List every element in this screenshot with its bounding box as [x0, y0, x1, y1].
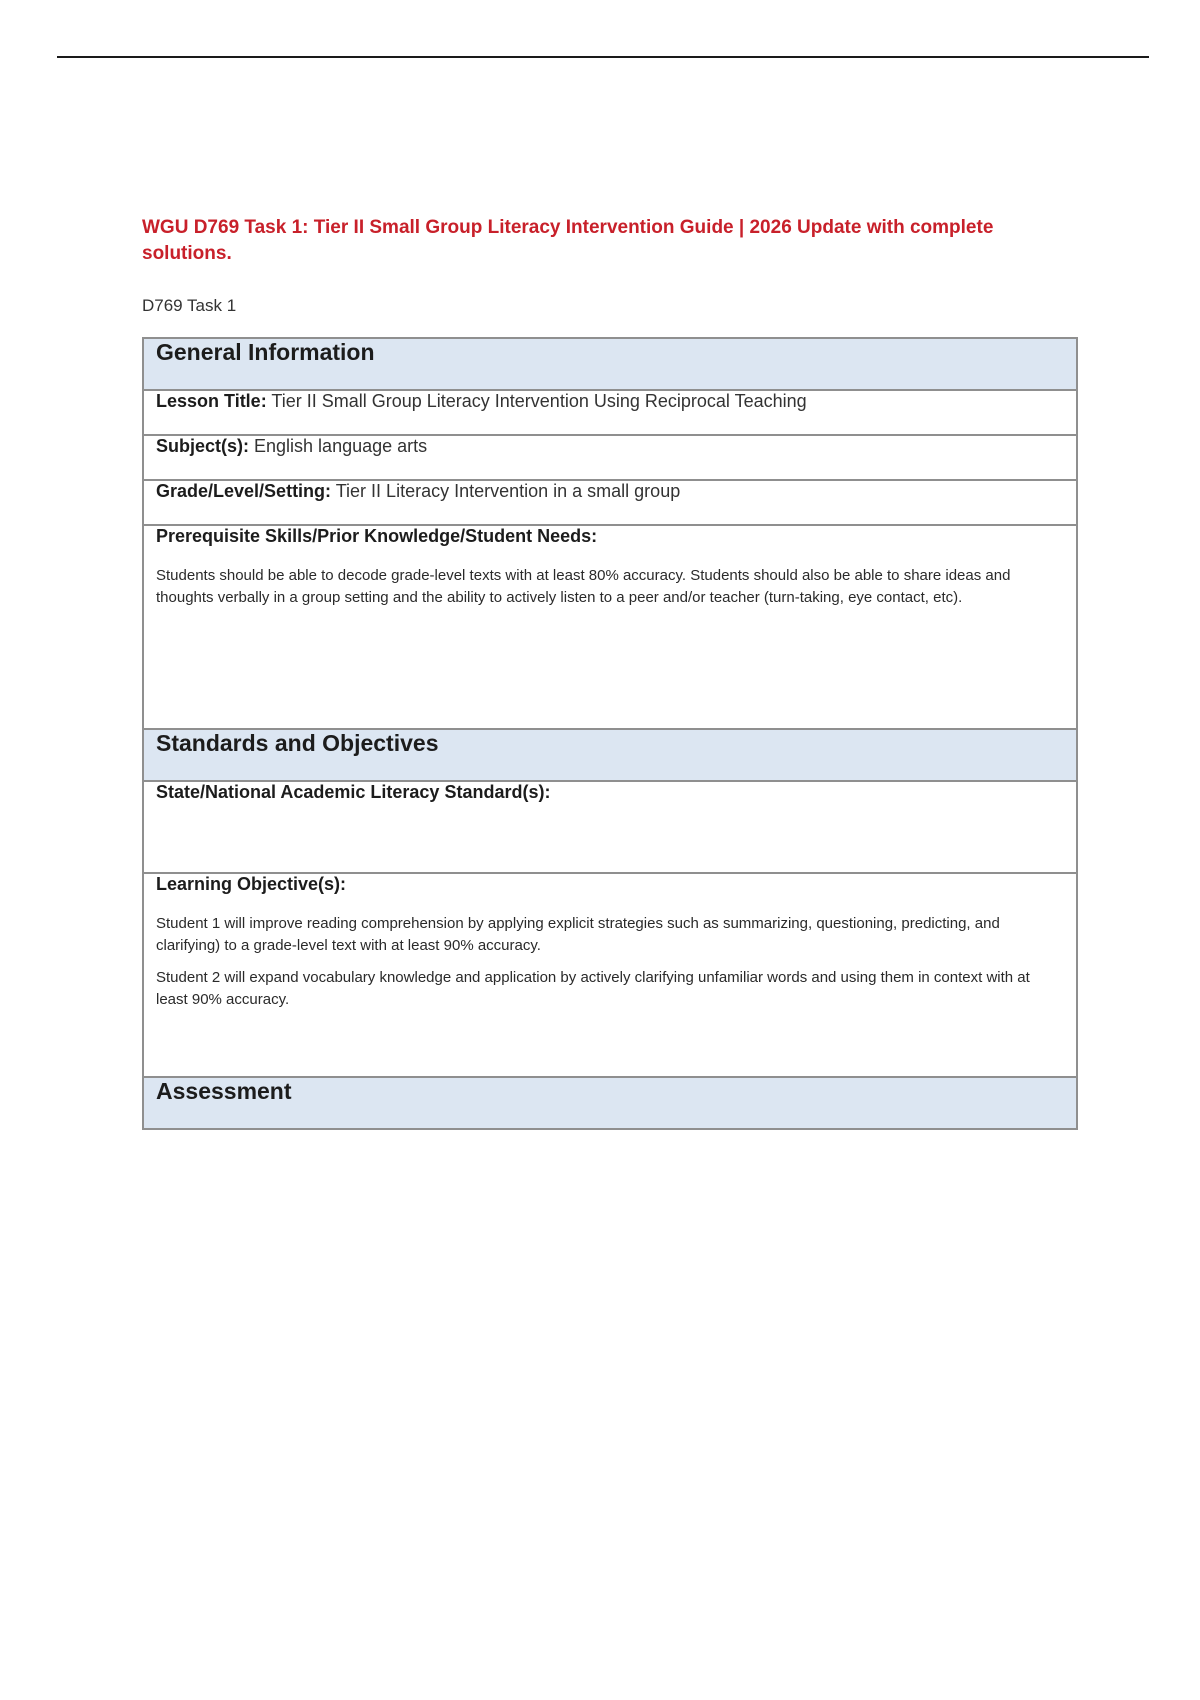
general-information-heading: General Information: [143, 338, 1077, 390]
standards-label: State/National Academic Literacy Standard(s):: [156, 782, 551, 802]
grade-level-setting-label: Grade/Level/Setting:: [156, 481, 332, 501]
lesson-plan-table: [142, 337, 1078, 1130]
assessment-header: [143, 1077, 1077, 1129]
objective-1-text: Student 1 will improve reading comprehension by applying explicit strategies such as summarizing, questioning, predicting, and clarifying) to a grade-level text with at least 90% accuracy.: [156, 915, 1000, 954]
objectives-label: Learning Objective(s):: [156, 874, 347, 894]
subjects-row: [143, 435, 1077, 480]
header-rule: [57, 56, 1149, 58]
standards-objectives-header: [143, 729, 1077, 781]
general-information-header: [143, 338, 1077, 390]
grade-level-setting-row: [143, 480, 1077, 525]
lesson-title-label: Lesson Title:: [156, 391, 267, 411]
assessment-heading: Assessment: [143, 1077, 1077, 1129]
standards-objectives-heading: Standards and Objectives: [143, 729, 1077, 781]
lesson-title-row: [143, 390, 1077, 435]
subjects-value: English language arts: [249, 436, 428, 456]
grade-level-setting-value: Tier II Literacy Intervention in a small group: [331, 481, 681, 501]
prerequisite-label: Prerequisite Skills/Prior Knowledge/Student Needs:: [156, 526, 598, 546]
prerequisite-row: [143, 525, 1077, 729]
lesson-title-value: Tier II Small Group Literacy Intervention Using Reciprocal Teaching: [266, 391, 807, 411]
standards-row: [143, 781, 1077, 873]
document-title: WGU D769 Task 1: Tier II Small Group Literacy Intervention Guide | 2026 Update with complete solutions.: [142, 217, 994, 264]
prerequisite-text: Students should be able to decode grade-level texts with at least 80% accuracy. Students should also be able to share ideas and thoughts verbally in a group setting and the ability to actively listen to a peer and/or teacher (turn-taking, eye contact, etc).: [156, 567, 1011, 606]
objective-2-text: Student 2 will expand vocabulary knowledge and application by actively clarifying unfamiliar words and using them in context with at least 90% accuracy.: [156, 969, 1030, 1008]
subjects-label: Subject(s):: [156, 436, 250, 456]
document-subtitle: D769 Task 1: [142, 296, 237, 315]
objectives-row: [143, 873, 1077, 1077]
